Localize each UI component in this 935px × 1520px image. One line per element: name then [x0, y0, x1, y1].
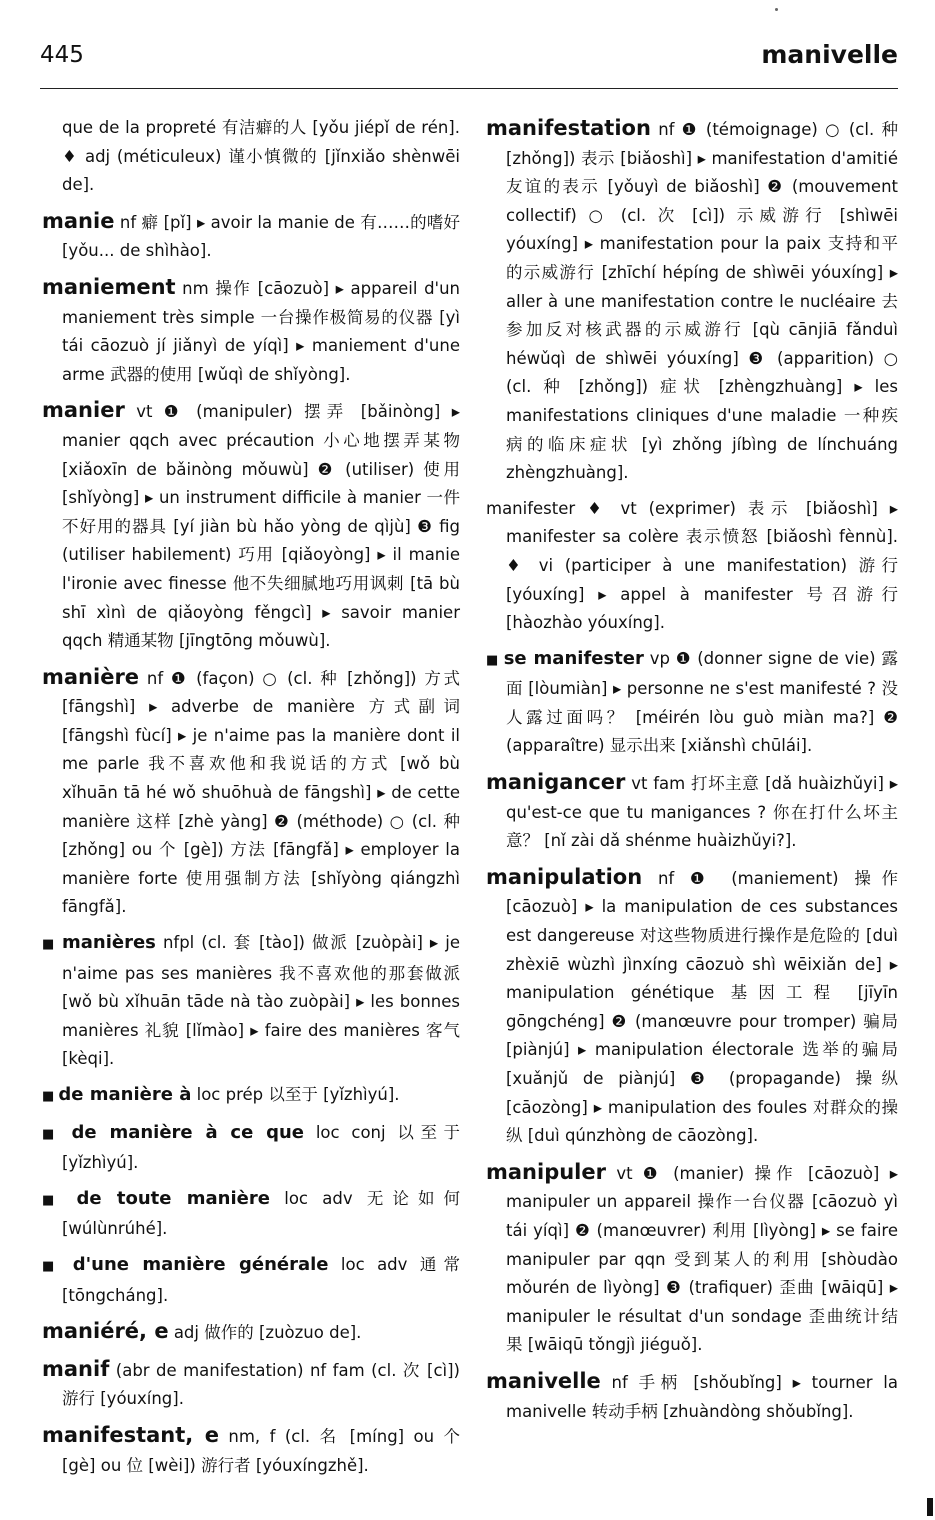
- left-column: [42, 114, 460, 1487]
- dictionary-entry: manipuler vt ❶ (manier) 操作 [cāozuò] ▸ manipuler un appareil 操作一台仪器 [cāozuò yì tái yíqì] ❷ (manœuvrer) 利用 [lìyòng] ▸ se faire manipuler par qqn 受到某人的利用 [shòudào mǒurén de lìyòng] ❸ (trafiquer) 歪曲 [wāiqū] ▸ manipuler le résultat d'un sondage 歪曲统计结果 [wāiqū tǒngjì jiéguǒ].: [486, 1159, 898, 1355]
- dictionary-subentry: ■ de manière à loc prép 以至于 [yǐzhìyú].: [42, 1084, 400, 1105]
- dictionary-entry: manière nf ❶ (façon) ○ (cl. 种 [zhǒng]) 方式 [fāngshì] ▸ adverbe de manière 方式副词 [fāngshì fùcí] ▸ je n'aime pas la manière dont il me parle 我不喜欢他和我说话的方式 [wǒ bù xǐhuān tā hé wǒ shuōhuà de fāngshì] ▸ de cette manière 这样 [zhè yàng] ❷ (méthode) ○ (cl. 种 [zhǒng] ou 个 [gè]) 方法 [fāngfǎ] ▸ employer la manière forte 使用强制方法 [shǐyòng qiángzhì fāngfǎ].: [42, 664, 460, 917]
- dictionary-subentry: ■ d'une manière générale loc adv 通常 [tōngcháng].: [42, 1253, 460, 1305]
- dictionary-entry: manipulation nf ❶ (maniement) 操作 [cāozuò] ▸ la manipulation de ces substances est dangereuse 对这些物质进行操作是危险的 [duì zhèxiē wùzhì jìnxíng cāozuò shì wēixiǎn de] ▸ manipulation génétique 基因工程 [jīyīn gōngchéng] ❷ (manœuvre pour tromper) 骗局 [piànjú] ▸ manipulation électorale 选举的骗局 [xuǎnjǔ de piànjú] ❸ (propagande) 操纵 [cāozòng] ▸ manipulation des foules 对群众的操纵 [duì qúnzhòng de cāozòng].: [486, 864, 898, 1146]
- dictionary-entry: que de la propreté 有洁癖的人 [yǒu jiépǐ de rén]. ♦ adj (méticuleux) 谨小慎微的 [jǐnxiǎo shènwēi de].: [62, 118, 460, 195]
- header-rule: [40, 88, 898, 89]
- dictionary-subentry: ■ manières nfpl (cl. 套 [tào]) 做派 [zuòpài] ▸ je n'aime pas ses manières 我不喜欢他的那套做派 [wǒ bù xǐhuān tāde nà tào zuòpài] ▸ les bonnes manières 礼貌 [lǐmào] ▸ faire des manières 客气 [kèqi].: [42, 932, 460, 1069]
- dictionary-entry: maniement nm 操作 [cāozuò] ▸ appareil d'un maniement très simple 一台操作极简易的仪器 [yì tái cāozuò jí jiǎnyì de yíqì] ▸ maniement d'une arme 武器的使用 [wǔqì de shǐyòng].: [42, 274, 460, 384]
- page-number: 445: [40, 42, 84, 68]
- right-column: [486, 114, 898, 1433]
- dictionary-subentry: ■ de toute manière loc adv 无论如何 [wúlùnrúhé].: [42, 1187, 461, 1239]
- guide-word: manivelle: [761, 40, 898, 69]
- dictionary-entry: manif (abr de manifestation) nf fam (cl. 次 [cì]) 游行 [yóuxíng].: [42, 1356, 460, 1409]
- dictionary-subentry: ■ de manière à ce que loc conj 以至于 [yǐzhìyú].: [42, 1121, 460, 1173]
- dictionary-subentry: ■ se manifester vp ❶ (donner signe de vie) 露面 [lòumiàn] ▸ personne ne s'est manifesté ? 没人露过面吗？ [méirén lòu guò miàn ma?] ❷ (apparaître) 显示出来 [xiǎnshì chūlái].: [486, 647, 898, 756]
- thumb-index-mark: [927, 1498, 933, 1516]
- dictionary-entry: manie nf 癖 [pǐ] ▸ avoir la manie de 有……的嗜好 [yǒu... de shìhào].: [42, 208, 460, 261]
- dictionary-entry: manivelle nf 手柄 [shǒubǐng] ▸ tourner la manivelle 转动手柄 [zhuàndòng shǒubǐng].: [486, 1368, 898, 1421]
- dictionary-entry: manifester ♦ vt (exprimer) 表示 [biǎoshì] ▸ manifester sa colère 表示愤怒 [biǎoshì fènnù]. ♦ vi (participer à une manifestation) 游行 [yóuxíng] ▸ appel à manifester 号召游行 [hàozhào yóuxíng].: [486, 498, 898, 633]
- scan-speck: [775, 8, 778, 11]
- dictionary-entry: manifestant, e nm, f (cl. 名 [míng] ou 个 [gè] ou 位 [wèi]) 游行者 [yóuxíngzhě].: [42, 1422, 460, 1475]
- dictionary-entry: maniéré, e adj 做作的 [zuòzuo de].: [42, 1319, 362, 1344]
- dictionary-entry: manifestation nf ❶ (témoignage) ○ (cl. 种 [zhǒng]) 表示 [biǎoshì] ▸ manifestation d'amitié 友谊的表示 [yǒuyì de biǎoshì] ❷ (mouvement collectif) ○ (cl. 次 [cì]) 示威游行 [shìwēi yóuxíng] ▸ manifestation pour la paix 支持和平的示威游行 [zhīchí hépíng de shìwēi yóuxíng] ▸ aller à une manifestation contre le nucléaire 去参加反对核武器的示威游行 [qù cānjiā fǎnduì héwǔqì de shìwēi yóuxíng] ❸ (apparition) ○ (cl. 种 [zhǒng]) 症状 [zhèngzhuàng] ▸ les manifestations cliniques d'une maladie 一种疾病的临床症状 [yì zhǒng jíbìng de línchuáng zhèngzhuàng].: [486, 116, 898, 483]
- dictionary-entry: manigancer vt fam 打坏主意 [dǎ huàizhǔyi] ▸ qu'est-ce que tu manigances ? 你在打什么坏主意？ [nǐ zài dǎ shénme huàizhǔyi?].: [486, 770, 898, 851]
- dictionary-entry: manier vt ❶ (manipuler) 摆弄 [bǎinòng] ▸ manier qqch avec précaution 小心地摆弄某物 [xiǎoxīn de bǎinòng mǒuwù] ❷ (utiliser) 使用 [shǐyòng] ▸ un instrument difficile à manier 一件不好用的器具 [yí jiàn bù hǎo yòng de qìjù] ❸ fig (utiliser habilement) 巧用 [qiǎoyòng] ▸ il manie l'ironie avec finesse 他不失细腻地巧用讽刺 [tā bù shī xìnì de qiǎoyòng fěngcì] ▸ savoir manier qqch 精通某物 [jīngtōng mǒuwù].: [42, 398, 460, 651]
- page-header: [40, 38, 898, 80]
